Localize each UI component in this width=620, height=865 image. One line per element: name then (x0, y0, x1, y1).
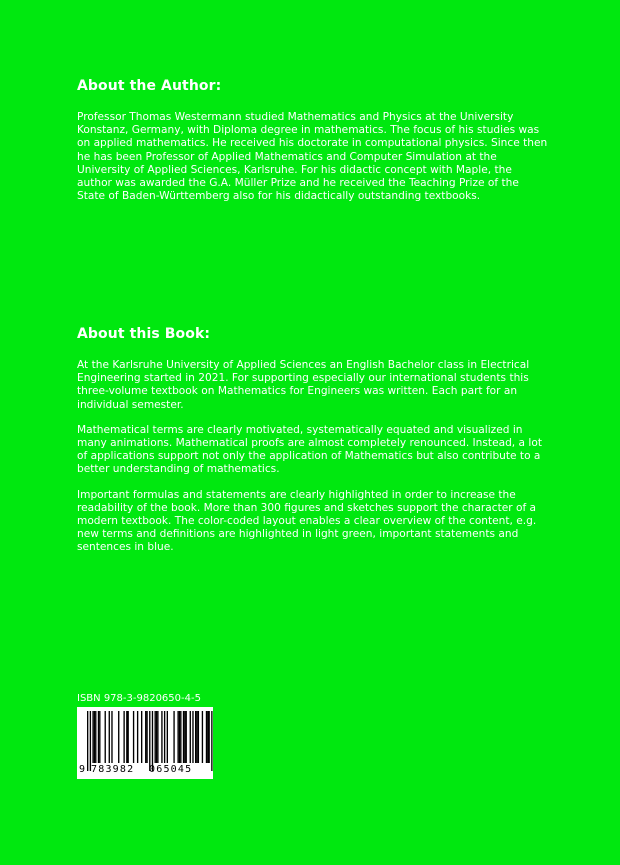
barcode-bar (128, 711, 129, 763)
barcode-bar (179, 711, 180, 763)
barcode-bar (198, 711, 199, 763)
barcode-bar (190, 711, 191, 763)
barcode-bar (207, 711, 208, 763)
barcode-bar (167, 711, 168, 763)
barcode-bar (209, 711, 210, 763)
about-author-heading: About the Author: (77, 78, 222, 94)
barcode-bar (87, 711, 88, 771)
barcode-bar (177, 711, 178, 763)
barcode-bar (173, 711, 174, 763)
barcode-digits-left: 783982 (91, 764, 135, 775)
isbn-barcode-block (77, 693, 217, 779)
barcode-bar (145, 711, 146, 763)
barcode-bar (196, 711, 197, 763)
barcode-bar (206, 711, 207, 763)
barcode-bar (146, 711, 147, 763)
barcode-bar (133, 711, 134, 763)
barcode-bar (99, 711, 100, 763)
barcode-bar (202, 711, 203, 763)
barcode-bar (157, 711, 158, 763)
barcode-bar (92, 711, 93, 763)
barcode-bar (126, 711, 127, 763)
barcode-digits-right: 065045 (149, 764, 193, 775)
barcode-bar (184, 711, 185, 763)
barcode-bar (180, 711, 181, 763)
barcode-bar (152, 711, 153, 771)
barcode-digit-first: 9 (79, 764, 86, 775)
barcode-bar (137, 711, 138, 763)
barcode-bar (211, 711, 212, 771)
barcode-bar (155, 711, 156, 763)
barcode-bar (141, 711, 142, 763)
barcode-bar (94, 711, 95, 763)
about-book-paragraph-3: Important formulas and statements are clearly highlighted in order to increase the readability of the book. More than 300 figures and sketches support the character of a modern textbook. The color-coded layout enables a clear overview of the content, e.g. new terms and definitions are highlighted in light green, important statements and sentences in blue. (77, 488, 537, 554)
barcode-bar (156, 711, 157, 763)
barcode-bar (105, 711, 106, 763)
barcode-bar (98, 711, 99, 763)
about-author-section (77, 78, 549, 215)
about-book-section (77, 326, 549, 567)
barcode-bar (183, 711, 184, 763)
barcode-bar (90, 711, 91, 771)
barcode-bar (149, 711, 150, 771)
about-author-paragraph: Professor Thomas Westermann studied Mathematics and Physics at the University Konstanz, Germany, with Diploma degree in mathematics. The focus of his studies was on applied mathematics. He received his doctorate in computational physics. Since then he has been Professor of Applied Mathematics and Computer Simulation at the University of Applied Sciences, Karlsruhe. For his didactic concept with Maple, the author was awarded the G.A. Müller Prize and he received the Teaching Prize of the State of Baden-Württemberg also for his didactically outstanding textbooks. (77, 111, 548, 203)
barcode (77, 707, 213, 779)
barcode-bar (164, 711, 165, 763)
barcode-bar (95, 711, 96, 763)
about-book-heading: About this Book: (77, 326, 211, 342)
barcode-bar (111, 711, 112, 763)
about-book-paragraph-2: Mathematical terms are clearly motivated, systematically equated and visualized in many animations. Mathematical proofs are almost completely renounced. Instead, a lot of applications support not only the application of Mathematics but also contribute to a better understanding of mathematics. (77, 423, 542, 476)
barcode-bar (195, 711, 196, 763)
barcode-bar (123, 711, 124, 763)
barcode-bar (118, 711, 119, 763)
barcode-bar (109, 711, 110, 763)
barcode-bar (192, 711, 193, 763)
barcode-bar (161, 711, 162, 763)
barcode-bar (186, 711, 187, 763)
about-book-paragraph-1: At the Karlsruhe University of Applied Sciences an English Bachelor class in Electrical Engineering started in 2021. For supporting especially our international students this three-volume textbook on Mathematics for Engineers was written. Each part for an individual semester. (77, 359, 530, 411)
isbn-label: ISBN 978-3-9820650-4-5 (77, 693, 201, 704)
